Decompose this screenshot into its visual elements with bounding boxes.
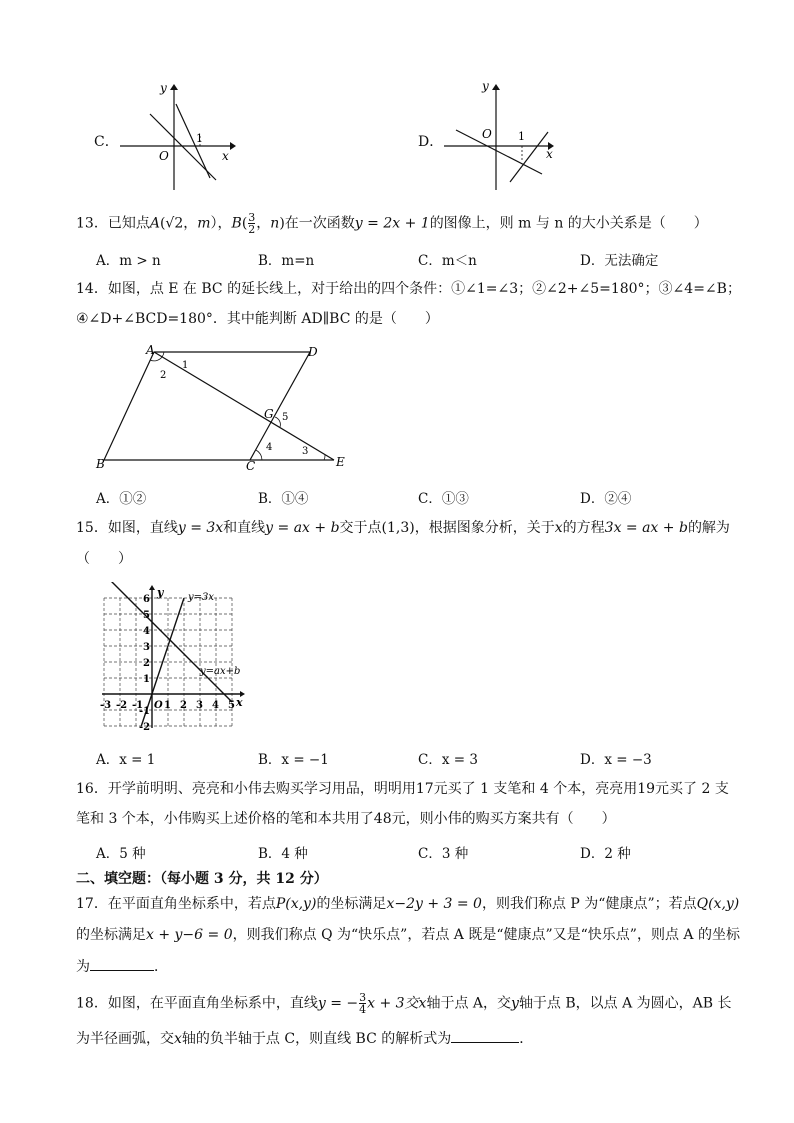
arc-angle-3 xyxy=(324,455,325,460)
q13-fraction xyxy=(248,212,255,235)
q12-option-d-graph xyxy=(440,78,560,196)
q15-text-2: 和直线 xyxy=(223,520,266,536)
q13-number: 13． xyxy=(76,215,108,232)
x-tick-label: 2 xyxy=(180,700,187,711)
x-axis-label: x xyxy=(222,149,229,163)
origin-label: O xyxy=(482,127,492,141)
q18-func-end: x + 3交 xyxy=(367,995,419,1012)
q13-option-d: D．无法确定 xyxy=(580,253,659,269)
x-tick-label: -2 xyxy=(116,700,128,711)
x-tick-label: 3 xyxy=(196,700,203,711)
q15-option-b: B．x = −1 xyxy=(258,752,329,768)
y-axis-label: y xyxy=(157,586,164,599)
q12-option-c-graph xyxy=(112,80,242,196)
q17-text-2c: ，则我们称点 Q 为“快乐点”，若点 A 既是“健康点”又是“快乐点”，则点 A 的坐标 xyxy=(232,927,740,943)
q16-option-b: B．4 种 xyxy=(258,846,308,862)
q13-point-a: A xyxy=(149,215,160,232)
q18-answer-blank[interactable] xyxy=(451,1028,519,1043)
q18-fraction xyxy=(359,992,366,1015)
q15-text-3: 交于点 xyxy=(339,520,382,536)
y-tick-label: 5 xyxy=(143,610,150,621)
q13-m: m xyxy=(197,215,211,232)
q18-frac-num: 3 xyxy=(359,991,367,1004)
angle-label-2: 2 xyxy=(160,370,167,381)
series-label-2: y=ax+b xyxy=(200,666,241,677)
origin-label: O xyxy=(159,149,169,163)
y-tick-label: -2 xyxy=(139,722,151,733)
q17-text-1a: 17．在平面直角坐标系中，若点 xyxy=(76,896,276,912)
y-axis-label: y xyxy=(482,79,489,93)
q13-sqrt2: √2 xyxy=(165,215,184,232)
q18-text-2c: 轴的负半轴于点 C，则直线 BC 的解析式为 xyxy=(181,1031,452,1047)
tick-one-label: 1 xyxy=(518,130,525,143)
y-axis-label: y xyxy=(160,81,167,95)
y-axis-arrow xyxy=(149,585,155,590)
q17-text-2a: 的坐标满足 xyxy=(76,927,146,943)
q15-option-c: C．x = 3 xyxy=(418,752,478,768)
line-one xyxy=(456,130,542,174)
q13-frac-num: 3 xyxy=(248,211,256,224)
label-b: B xyxy=(96,457,105,471)
q17-line-2 xyxy=(76,925,740,945)
y-tick-label: 4 xyxy=(143,626,150,637)
q15-equation: 3x = ax + b xyxy=(604,520,688,536)
q16-option-c: C．3 种 xyxy=(418,846,469,862)
q15-func-2: y = ax + b xyxy=(265,520,340,536)
q15-line-2: （ ） xyxy=(76,551,132,567)
arc-angle-1 xyxy=(162,352,164,357)
q13-option-c: C．m＜n xyxy=(418,253,477,269)
q18-text-2a: 为半径画弧，交 xyxy=(76,1031,174,1047)
x-axis-label: x xyxy=(236,696,243,709)
q17-point-q: Q(x,y) xyxy=(696,896,740,912)
q15-option-d: D．x = −3 xyxy=(580,752,652,768)
q17-line-3 xyxy=(76,956,168,977)
angle-label-5: 5 xyxy=(282,412,289,423)
x-tick-label: 1 xyxy=(164,700,171,711)
x-tick-label: 4 xyxy=(212,700,219,711)
tick-one-label: 1 xyxy=(196,132,203,145)
q15-line-1 xyxy=(76,518,730,538)
q14-line-1: 14．如图，点 E 在 BC 的延长线上，对于给出的四个条件：①∠1=∠3；②∠2+∠5=180°；③∠4=∠B； xyxy=(76,281,741,297)
x-tick-label: -3 xyxy=(100,700,112,711)
q15-text-6: 的解为 xyxy=(687,520,730,536)
label-d: D xyxy=(308,345,318,359)
angle-label-1: 1 xyxy=(182,360,189,371)
q18-frac-den: 4 xyxy=(359,1003,367,1016)
q15-x: x xyxy=(554,520,563,536)
y-axis-arrow xyxy=(170,84,178,90)
q18-x-2: x xyxy=(174,1031,182,1047)
q17-line-1 xyxy=(76,894,739,914)
line-ae xyxy=(154,352,334,460)
arc-angle-4 xyxy=(256,450,262,460)
angle-label-4: 4 xyxy=(266,442,273,453)
q17-answer-blank[interactable] xyxy=(90,956,154,971)
q15-text-4: ，根据图象分析，关于 xyxy=(414,520,555,536)
q13-text-2: 在一次函数 xyxy=(284,215,355,232)
y-tick-label: 2 xyxy=(143,658,150,669)
q15-text-1: 15．如图，直线 xyxy=(76,520,178,536)
origin-label: O xyxy=(154,700,163,711)
y-tick-label: 1 xyxy=(143,674,150,685)
q12-option-d-label: D． xyxy=(418,134,444,150)
angle-label-3: 3 xyxy=(302,446,309,457)
parallelogram xyxy=(104,352,310,460)
q13-close-1: ）， xyxy=(210,215,232,232)
x-tick-label: 5 xyxy=(228,700,235,711)
q15-text-5: 的方程 xyxy=(562,520,605,536)
q14-option-d: D．②④ xyxy=(580,491,632,507)
q13-option-b: B．m=n xyxy=(258,253,315,269)
q16-line-1: 16．开学前明明、亮亮和小伟去购买学习用品，明明用17元买了 1 支笔和 4 个本，亮亮用19元买了 2 支 xyxy=(76,781,729,797)
q16-option-a: A．5 种 xyxy=(96,846,146,862)
x-axis-label: x xyxy=(546,147,553,161)
q14-line-2: ④∠D+∠BCD=180°．其中能判断 AD∥BC 的是（ ） xyxy=(76,311,439,327)
q14-figure xyxy=(92,340,362,475)
q18-text-1g: 轴于点 B，以点 A 为圆心，AB 长 xyxy=(518,995,732,1012)
q18-func-start: y = − xyxy=(317,995,359,1012)
label-g: G xyxy=(264,407,274,421)
q17-text-1c: 的坐标满足 xyxy=(316,896,387,912)
q15-option-a: A．x = 1 xyxy=(96,752,156,768)
q13-point-b: B xyxy=(231,215,242,232)
q15-chart xyxy=(98,582,258,734)
series-label-1: y=3x xyxy=(188,592,215,603)
x-axis-arrow xyxy=(230,142,236,150)
q13-function: y = 2x + 1 xyxy=(354,215,430,232)
q17-text-3b: ． xyxy=(154,959,168,975)
q15-func-1: y = 3x xyxy=(177,520,224,536)
question-13: 13．已知点A(√2，m），B( $\frac{3}{2}$ ，n)在一次函数y = 2x + 1的图像上，则 m 与 n 的大小关系是（ ） xyxy=(76,211,708,236)
q17-text-1e: ，则我们称点 P 为“健康点”；若点 xyxy=(481,896,697,912)
q18-text-1a: 18．如图，在平面直角坐标系中，直线 xyxy=(76,995,318,1012)
q18-line-1 xyxy=(76,992,732,1015)
line-two xyxy=(176,104,210,178)
label-e: E xyxy=(336,455,345,469)
y-tick-label: -1 xyxy=(139,706,151,717)
q17-equation-2: x + y−6 = 0 xyxy=(146,927,233,943)
q14-option-a: A．①② xyxy=(96,491,147,507)
q17-equation-1: x−2y + 3 = 0 xyxy=(386,896,482,912)
y-tick-label: 6 xyxy=(143,594,150,605)
q15-point: (1,3) xyxy=(381,520,415,536)
line-two xyxy=(510,132,548,182)
q13-text-1: 已知点 xyxy=(107,215,150,232)
label-c: C xyxy=(246,459,256,473)
label-a: A xyxy=(146,343,155,357)
q14-option-c: C．①③ xyxy=(418,491,469,507)
x-tick-label: -1 xyxy=(132,700,144,711)
q13-text-3: 的图像上，则 m 与 n 的大小关系是（ ） xyxy=(429,215,708,232)
q13-frac-den: 2 xyxy=(248,223,256,236)
q18-line-2 xyxy=(76,1028,533,1049)
q13-option-a: A．m > n xyxy=(96,253,161,269)
q12-option-c-label: C． xyxy=(94,134,119,150)
y-axis-arrow xyxy=(492,84,500,90)
q17-point-p: P(x,y) xyxy=(275,896,317,912)
section-2-title: 二、填空题：（每小题 3 分，共 12 分） xyxy=(76,871,328,887)
q17-text-3a: 为 xyxy=(76,959,90,975)
q16-option-d: D．2 种 xyxy=(580,846,631,862)
y-tick-label: 3 xyxy=(143,642,150,653)
q16-line-2: 笔和 3 个本，小伟购买上述价格的笔和本共用了48元，则小伟的购买方案共有（ ） xyxy=(76,811,616,827)
q18-text-2d: ． xyxy=(519,1031,534,1047)
q18-text-1e: 轴于点 A，交 xyxy=(426,995,512,1012)
q18-y: y xyxy=(511,995,519,1012)
q14-option-b: B．①④ xyxy=(258,491,309,507)
q13-n: n xyxy=(270,215,280,232)
q18-x: x xyxy=(418,995,427,1012)
